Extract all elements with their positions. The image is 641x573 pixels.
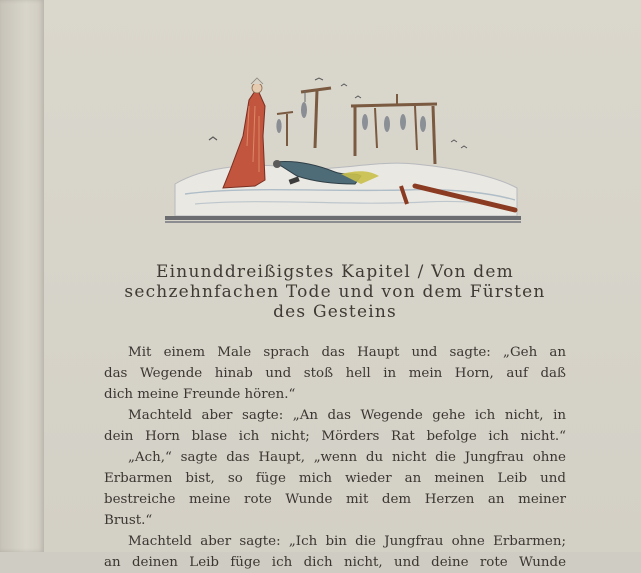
text-line: an deinen Leib füge ich dich nicht, und deine rote Wunde	[104, 555, 566, 570]
text-line: Erbarmen bist, so füge mich wieder an meinen Leib und	[104, 471, 566, 486]
text-line: das Wegende hinab und stoß hell in mein Horn, auf daß	[104, 366, 566, 381]
text-line: dich meine Freunde hören.“	[104, 387, 296, 402]
paragraph-3	[104, 447, 566, 531]
left-page-edge	[0, 0, 44, 552]
text-line: Machteld aber sagte: „An das Wegende gehe ich nicht, in	[128, 408, 566, 423]
chapter-title-line-3: des Gesteins	[273, 302, 397, 322]
chapter-text	[104, 342, 566, 573]
chapter-title-line-1: Einunddreißigstes Kapitel / Von dem	[156, 262, 514, 282]
text-line: Machteld aber sagte: „Ich bin die Jungfrau ohne Erbarmen;	[128, 534, 566, 549]
chapter-title-line-2: sechzehnfachen Tode und von dem Fürsten	[124, 282, 546, 302]
paragraph-4	[104, 531, 566, 573]
text-line: „Ach,“ sagte das Haupt, „wenn du nicht die Jungfrau ohne	[128, 450, 566, 465]
text-line: Brust.“	[104, 513, 153, 528]
chapter-title	[100, 262, 570, 322]
paragraph-2	[104, 405, 566, 447]
paragraph-1	[104, 342, 566, 405]
text-line: dein Horn blase ich nicht; Mörders Rat befolge ich nicht.“	[104, 429, 566, 444]
text-line: Mit einem Male sprach das Haupt und sagte: „Geh an	[128, 345, 566, 360]
gallows-scene-illustration	[165, 76, 525, 232]
text-line: bestreiche meine rote Wunde mit dem Herzen an meiner	[104, 492, 566, 507]
